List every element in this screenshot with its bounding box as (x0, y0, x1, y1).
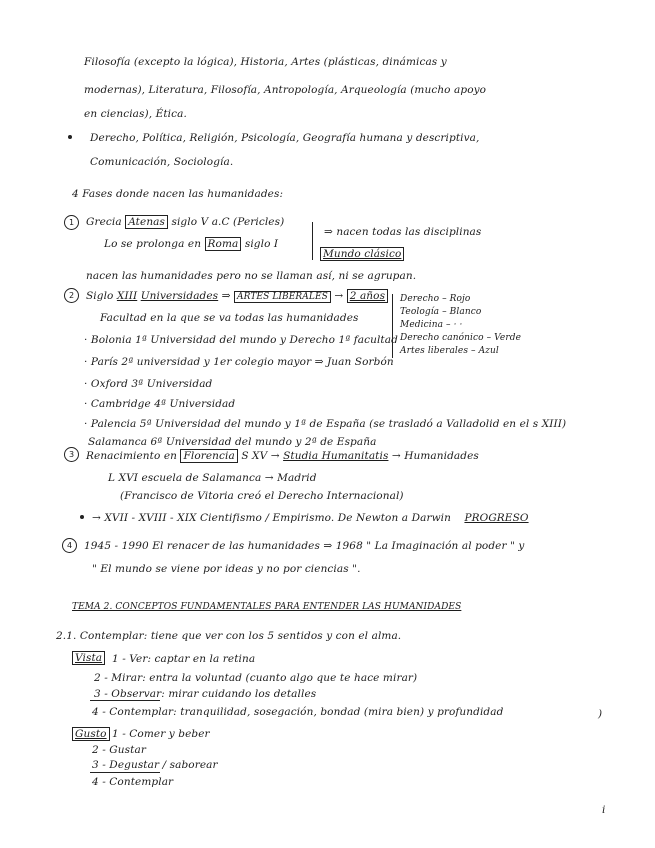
text-line: Facultad en la que se va todas las humanidades (100, 312, 359, 324)
text-segment: Siglo (86, 290, 114, 302)
text-line: 2 - Gustar (92, 744, 146, 756)
text-line: Comunicación, Sociología. (90, 156, 234, 168)
boxed-word: Florencia (180, 449, 237, 463)
text-line: 2 - Mirar: entra la voluntad (cuanto algo que te hace mirar) (94, 672, 418, 684)
text-line: ⇒ nacen todas las disciplinas (324, 226, 482, 238)
text-line: Salamanca 6ª Universidad del mundo y 2ª de España (88, 436, 377, 448)
text-line: en ciencias), Ética. (84, 108, 187, 120)
topic-title: TEMA 2. CONCEPTOS FUNDAMENTALES PARA ENTENDER LAS HUMANIDADES (72, 602, 462, 612)
text-segment: S XV → (241, 450, 280, 462)
faculty-color: Derecho – Rojo (400, 294, 471, 304)
number-circle: 2 (64, 288, 79, 303)
section-heading: 4 Fases donde nacen las humanidades: (72, 188, 284, 200)
arrow-icon: → (334, 290, 344, 302)
mundo-clasico-box (320, 248, 404, 260)
text-segment: XIII (116, 290, 138, 302)
text-line: 4 - Contemplar (92, 776, 174, 788)
phase-2-line (86, 290, 388, 302)
vista-label (72, 652, 105, 664)
text-line: 2.1. Contemplar: tiene que ver con los 5 sentidos y con el alma. (56, 630, 402, 642)
boxed-word: Roma (205, 237, 242, 251)
text-line: nacen las humanidades pero no se llaman así, ni se agrupan. (86, 270, 417, 282)
margin-mark: ) (598, 708, 603, 720)
boxed-word: Mundo clásico (320, 247, 404, 261)
text-line: · París 2ª universidad y 1er colegio mayor ⇒ Juan Sorbón (84, 356, 394, 368)
text-segment: Renacimiento en (86, 450, 178, 462)
text-line: · Bolonia 1ª Universidad del mundo y Derecho 1ª facultad (84, 334, 398, 346)
number-circle: 3 (64, 447, 79, 462)
faculty-color: Derecho canónico – Verde (400, 333, 522, 343)
phase-3-line-4 (92, 512, 529, 524)
phase-3-line (86, 450, 479, 462)
text-line: 1 - Comer y beber (112, 728, 210, 740)
text-segment: → Humanidades (391, 450, 479, 462)
text-line: · Cambridge 4ª Universidad (84, 398, 236, 410)
brace-icon (392, 294, 393, 358)
phase-1-line-2 (104, 238, 278, 250)
text-line: " El mundo se viene por ideas y no por ciencias ". (92, 563, 361, 575)
boxed-word: Gusto (72, 727, 110, 741)
text-line: 3 - Observar: mirar cuidando los detalles (94, 688, 317, 700)
text-segment: PROGRESO (464, 512, 529, 524)
text-segment: Universidades (140, 290, 219, 302)
text-line: 3 - Degustar / saborear (92, 759, 218, 771)
text-line: 1945 - 1990 El renacer de las humanidades ⇒ 1968 " La Imaginación al poder " y (84, 540, 525, 552)
text-line: · Palencia 5ª Universidad del mundo y 1ª de España (se trasladó a Valladolid en el s XIII) (84, 418, 567, 430)
arrow-icon: ⇒ (221, 290, 231, 302)
divider (90, 772, 160, 773)
bullet-icon (68, 135, 72, 139)
boxed-word: Vista (72, 651, 105, 665)
brace-icon (312, 222, 313, 260)
number-circle: 4 (62, 538, 77, 553)
text-line: Filosofía (excepto la lógica), Historia, Artes (plásticas, dinámicas y (84, 56, 447, 68)
bullet-icon (80, 515, 84, 519)
boxed-word: Atenas (125, 215, 168, 229)
text-segment: siglo I (244, 238, 279, 250)
text-line: 1 - Ver: captar en la retina (112, 653, 256, 665)
text-line: · Oxford 3ª Universidad (84, 378, 213, 390)
text-line: modernas), Literatura, Filosofía, Antropología, Arqueología (mucho apoyo (84, 84, 487, 96)
text-segment: siglo V a.C (Pericles) (171, 216, 285, 228)
text-line: L XVI escuela de Salamanca → Madrid (108, 472, 317, 484)
text-segment: → XVII - XVIII - XIX Cientifismo / Empirismo. De Newton a Darwin (92, 512, 451, 524)
text-line: (Francisco de Vitoria creó el Derecho Internacional) (120, 490, 404, 502)
text-segment: Lo se prolonga en (104, 238, 202, 250)
divider (90, 700, 160, 701)
text-line: 4 - Contemplar: tranquilidad, sosegación, bondad (mira bien) y profundidad (92, 706, 504, 718)
number-circle: 1 (64, 215, 79, 230)
phase-1-line (86, 216, 284, 228)
faculty-color: Medicina – · · (400, 320, 463, 330)
text-segment: Studia Humanitatis (283, 450, 389, 462)
boxed-word: 2 años (347, 289, 388, 303)
page-mark: i (602, 804, 606, 816)
text-line: Derecho, Política, Religión, Psicología, Geografía humana y descriptiva, (90, 132, 480, 144)
gusto-label (72, 728, 110, 740)
faculty-color: Teología – Blanco (400, 307, 482, 317)
text-segment: Grecia (86, 216, 122, 228)
boxed-word: ARTES LIBERALES (234, 291, 331, 303)
faculty-color: Artes liberales – Azul (400, 346, 499, 356)
